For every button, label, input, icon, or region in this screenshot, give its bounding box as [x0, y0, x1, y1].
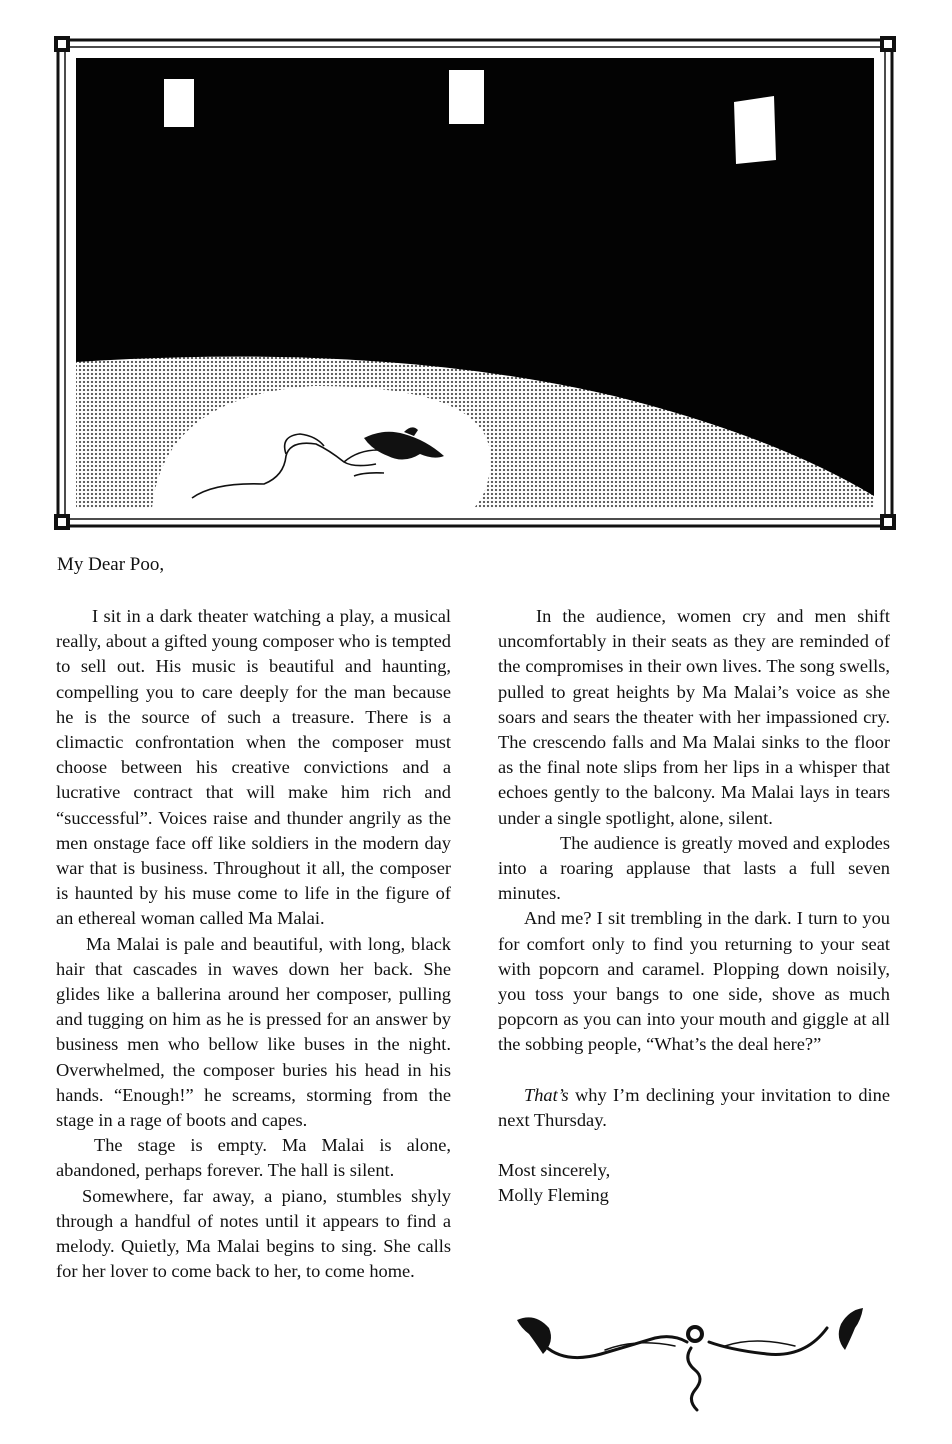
salutation: My Dear Poo,	[57, 554, 165, 575]
closing-paragraph	[498, 1083, 890, 1133]
decorative-flourish	[505, 1298, 875, 1426]
signature: Molly Fleming	[498, 1185, 609, 1206]
flourish-icon	[505, 1298, 875, 1426]
paragraph: The audience is greatly moved and explodes into a roaring applause that lasts a full seven minutes.	[498, 832, 890, 904]
letter-left-column	[56, 604, 451, 1284]
paragraph: The stage is empty. Ma Malai is alone, abandoned, perhaps forever. The hall is silent.	[56, 1135, 451, 1181]
paragraph: Somewhere, far away, a piano, stumbles shyly through a handful of notes until it appears to find a melody. Quietly, Ma Malai begins to sing. She calls for her lover to come back to her, to come home.	[56, 1185, 451, 1282]
window-left	[164, 79, 194, 127]
theater-illustration	[54, 36, 896, 530]
paragraph: Ma Malai is pale and beautiful, with long, black hair that cascades in waves down her back. She glides like a ballerina around her composer, pulling and tugging on him as he is pressed for an answer by business men who bellow like buses in the night. Overwhelmed, the composer buries his head in his hands. “Enough!” he screams, storming from the stage in a rage of boots and capes.	[56, 933, 451, 1131]
paragraph: And me? I sit trembling in the dark. I turn to you for comfort only to find you returning to your seat with popcorn and caramel. Plopping down noisily, you toss your bangs to one side, shove as much popcorn as you can into your mouth and giggle at all the sobbing people, “What’s the deal here?”	[498, 908, 890, 1055]
closing-text: why I’m declining your invitation to dine next Thursday.	[498, 1084, 890, 1130]
emphasis: That’s	[524, 1084, 569, 1105]
signoff: Most sincerely,	[498, 1160, 611, 1181]
window-center	[449, 70, 484, 124]
letter-right-column	[498, 604, 890, 1208]
paragraph: In the audience, women cry and men shift uncomfortably in their seats as they are reminded of the compromises in their own lives. The song swells, pulled to great heights by Ma Malai’s voice as she soars and sears the theater with her impassioned cry. The crescendo falls and Ma Malai sinks to the floor as the final note slips from her lips in a whisper that echoes gently to the balcony. Ma Malai lays in tears under a single spotlight, alone, silent.	[498, 606, 890, 828]
paragraph: I sit in a dark theater watching a play, a musical really, about a gifted young composer who is tempted to sell out. His music is beautiful and haunting, compelling you to care deeply for the man because he is the source of such a treasure. There is a climactic confrontation when the composer must choose between his creative convictions and a lucrative contract that will make him rich and “successful”. Voices raise and thunder angrily as the men onstage face off like soldiers in the modern day war that is business. Throughout it all, the composer is haunted by his muse come to life in the figure of an ethereal woman called Ma Malai.	[56, 606, 451, 929]
window-right	[734, 96, 776, 164]
